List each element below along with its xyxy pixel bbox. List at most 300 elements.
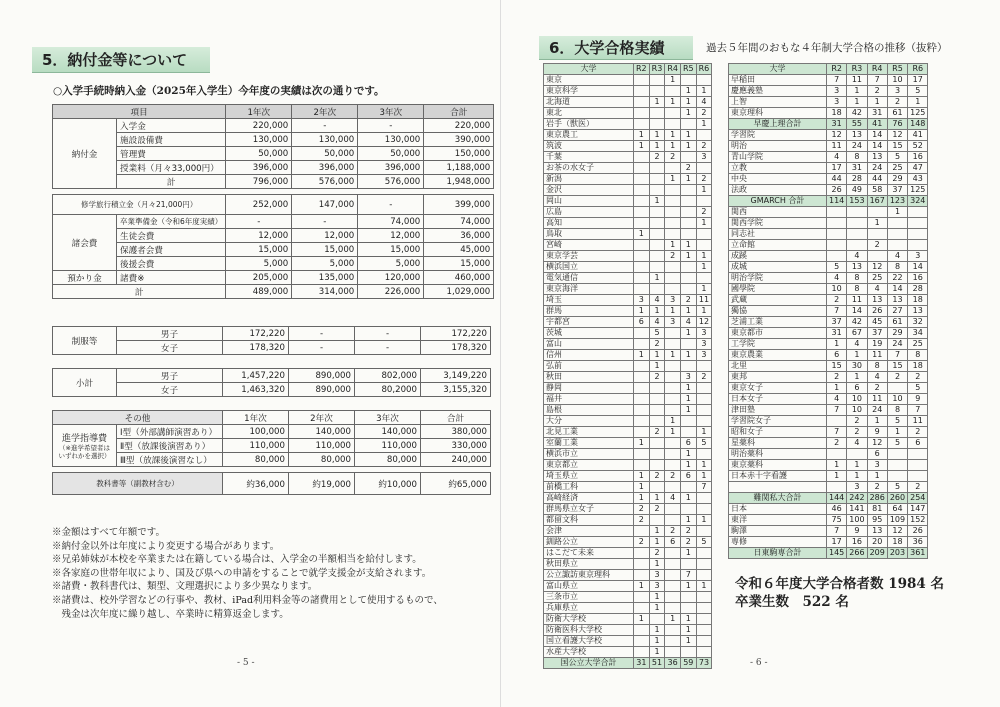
count-cell (680, 559, 696, 570)
table-row (729, 185, 928, 196)
university-name: 日本女子 (729, 394, 827, 405)
count-cell: 1 (634, 306, 650, 317)
table-header-row (53, 411, 491, 425)
table-row (53, 369, 491, 383)
table-row (53, 147, 494, 161)
count-cell: 42 (847, 108, 867, 119)
value-cell: 396,000 (226, 161, 292, 175)
note-line: ※納付金以外は年度により変更する場合があります。 (52, 540, 280, 552)
count-cell: 1 (696, 427, 712, 438)
count-cell (665, 592, 681, 603)
count-cell (887, 460, 907, 471)
count-cell (634, 284, 650, 295)
value-cell: 178,320 (421, 341, 491, 355)
count-cell: 7 (887, 350, 907, 361)
count-cell: 1 (696, 581, 712, 592)
count-cell: 1 (634, 130, 650, 141)
count-cell: 1 (680, 97, 696, 108)
value-cell: 226,000 (358, 285, 424, 299)
value-cell: - (355, 341, 421, 355)
header-cell: R2 (634, 64, 650, 75)
university-name: お茶の水女子 (544, 163, 634, 174)
count-cell (649, 185, 665, 196)
count-cell (665, 196, 681, 207)
table-row (544, 570, 712, 581)
count-cell: 1 (649, 306, 665, 317)
count-cell: 1 (847, 97, 867, 108)
count-cell (649, 449, 665, 460)
count-cell: 2 (649, 548, 665, 559)
count-cell: 8 (908, 350, 928, 361)
count-cell: 17 (827, 537, 847, 548)
count-cell (634, 449, 650, 460)
count-cell: 20 (867, 537, 887, 548)
count-cell: 1 (680, 405, 696, 416)
count-cell: 4 (887, 251, 907, 262)
item-label: 後援会費 (117, 257, 226, 271)
count-cell: 4 (827, 394, 847, 405)
count-cell: 2 (649, 339, 665, 350)
count-cell: 10 (827, 284, 847, 295)
count-cell (696, 130, 712, 141)
count-cell: 153 (847, 196, 867, 207)
table-row (544, 515, 712, 526)
count-cell: 13 (847, 130, 867, 141)
count-cell: 13 (847, 262, 867, 273)
count-cell: 25 (908, 339, 928, 350)
university-name: 都留文科 (544, 515, 634, 526)
table-row (729, 251, 928, 262)
count-cell (665, 438, 681, 449)
count-cell: 67 (847, 328, 867, 339)
count-cell (634, 427, 650, 438)
table-row (53, 473, 491, 495)
count-cell (908, 240, 928, 251)
university-name: 群馬 (544, 306, 634, 317)
count-cell: 4 (696, 97, 712, 108)
total-acceptances: 令和６年度大学合格者数 1984 名 (735, 576, 944, 592)
count-cell (649, 482, 665, 493)
value-cell: 110,000 (355, 439, 421, 453)
count-cell: 3 (827, 86, 847, 97)
university-name: 東京 (544, 75, 634, 86)
table-row (544, 207, 712, 218)
value-cell: 1,457,220 (223, 369, 289, 383)
value-cell: 1,188,000 (424, 161, 494, 175)
count-cell: 1 (634, 471, 650, 482)
table-row (544, 328, 712, 339)
count-cell: 25 (887, 163, 907, 174)
table-row (544, 647, 712, 658)
count-cell: 1 (649, 97, 665, 108)
count-cell: 2 (908, 482, 928, 493)
table-row (729, 97, 928, 108)
count-cell (649, 405, 665, 416)
value-cell: 74,000 (424, 215, 494, 229)
table-row (729, 306, 928, 317)
table-row (53, 327, 491, 341)
count-cell: 25 (867, 273, 887, 284)
table-row (544, 196, 712, 207)
count-cell (696, 504, 712, 515)
university-name: 横浜市立 (544, 449, 634, 460)
university-name: 防衛医科大学校 (544, 625, 634, 636)
value-cell: 890,000 (289, 383, 355, 397)
count-cell (696, 394, 712, 405)
table-row (53, 383, 491, 397)
count-cell: 14 (867, 141, 887, 152)
header-cell: 合計 (424, 105, 494, 119)
count-cell: 2 (665, 251, 681, 262)
table-row (544, 174, 712, 185)
count-cell (680, 361, 696, 372)
count-cell (649, 614, 665, 625)
count-cell (887, 449, 907, 460)
table-row (729, 141, 928, 152)
count-cell (696, 559, 712, 570)
count-cell: 10 (847, 405, 867, 416)
table-row (544, 493, 712, 504)
count-cell (634, 405, 650, 416)
item-label: Ⅱ型（放課後演習あり） (117, 439, 223, 453)
count-cell (634, 163, 650, 174)
count-cell: 1 (680, 306, 696, 317)
count-cell (634, 240, 650, 251)
count-cell (680, 273, 696, 284)
university-name: 上智 (729, 97, 827, 108)
count-cell: 2 (696, 141, 712, 152)
table-row (544, 427, 712, 438)
count-cell: 31 (847, 163, 867, 174)
count-cell: 13 (867, 295, 887, 306)
count-cell: 10 (847, 394, 867, 405)
count-cell (696, 383, 712, 394)
university-name: 東京女子 (729, 383, 827, 394)
value-cell: 399,000 (424, 195, 494, 215)
count-cell (827, 482, 847, 493)
count-cell (665, 339, 681, 350)
count-cell (649, 515, 665, 526)
count-cell: 1 (867, 471, 887, 482)
table-row (729, 317, 928, 328)
university-name: 東京都市 (729, 328, 827, 339)
count-cell: 1 (847, 471, 867, 482)
university-name: 東京薬科 (729, 460, 827, 471)
value-cell: 5,000 (358, 257, 424, 271)
count-cell: 2 (867, 240, 887, 251)
table-row (729, 372, 928, 383)
header-cell: 大学 (729, 64, 827, 75)
count-cell (827, 416, 847, 427)
count-cell: 1 (696, 284, 712, 295)
count-cell (680, 339, 696, 350)
count-cell (696, 625, 712, 636)
count-cell: 59 (680, 658, 696, 669)
university-name: 慶應義塾 (729, 86, 827, 97)
table-row (544, 537, 712, 548)
count-cell: 8 (887, 262, 907, 273)
count-cell: 52 (908, 141, 928, 152)
table-row (544, 614, 712, 625)
count-cell: 61 (887, 108, 907, 119)
university-name: 茨城 (544, 328, 634, 339)
count-cell (680, 284, 696, 295)
count-cell (696, 163, 712, 174)
table-row (53, 161, 494, 175)
count-cell (680, 119, 696, 130)
table-row (53, 195, 494, 215)
count-cell (696, 405, 712, 416)
university-name: 早慶上理合計 (729, 119, 827, 130)
count-cell (908, 207, 928, 218)
count-cell: 1 (665, 306, 681, 317)
university-name: 早稲田 (729, 75, 827, 86)
subtotal-row (53, 285, 494, 299)
count-cell (665, 647, 681, 658)
count-cell: 5 (908, 383, 928, 394)
count-cell: 2 (649, 504, 665, 515)
item-label: 女子 (117, 383, 223, 397)
value-cell: 50,000 (226, 147, 292, 161)
university-name: 国公立大学合計 (544, 658, 634, 669)
university-name: 立命館 (729, 240, 827, 251)
count-cell: 266 (847, 548, 867, 559)
header-cell: その他 (53, 411, 223, 425)
count-cell: 1 (847, 372, 867, 383)
university-name: 芝浦工業 (729, 317, 827, 328)
fees-notes (52, 526, 443, 621)
count-cell: 3 (847, 482, 867, 493)
university-name: 北海道 (544, 97, 634, 108)
count-cell: 1 (680, 141, 696, 152)
count-cell: 1 (649, 537, 665, 548)
university-name: 兵庫県立 (544, 603, 634, 614)
count-cell: 2 (908, 427, 928, 438)
count-cell: 14 (908, 262, 928, 273)
university-name: 東北 (544, 108, 634, 119)
count-cell (649, 174, 665, 185)
table-row (544, 119, 712, 130)
count-cell (665, 119, 681, 130)
admissions-subtitle: 過去５年間のおもな４年制大学合格の推移（抜粋） (706, 42, 948, 54)
count-cell: 1 (680, 130, 696, 141)
count-cell: 9 (867, 427, 887, 438)
count-cell: 2 (696, 372, 712, 383)
count-cell (680, 229, 696, 240)
university-name: はこだて未来 (544, 548, 634, 559)
count-cell (680, 152, 696, 163)
count-cell (696, 273, 712, 284)
value-cell: 15,000 (292, 243, 358, 257)
count-cell: 1 (867, 416, 887, 427)
university-name: 大分 (544, 416, 634, 427)
count-cell: 109 (887, 515, 907, 526)
count-cell: 36 (665, 658, 681, 669)
count-cell: 5 (649, 328, 665, 339)
total-row (544, 658, 712, 669)
count-cell: 1 (847, 350, 867, 361)
subtotal-label: 計 (117, 175, 226, 189)
count-cell (649, 86, 665, 97)
count-cell: 7 (827, 75, 847, 86)
header-cell: 合計 (421, 411, 491, 425)
university-name: 東京理科 (729, 108, 827, 119)
count-cell: 1 (827, 471, 847, 482)
university-name: 明治 (729, 141, 827, 152)
count-cell (696, 240, 712, 251)
count-cell (665, 581, 681, 592)
count-cell: 64 (887, 504, 907, 515)
count-cell: 4 (665, 493, 681, 504)
count-cell: 5 (696, 438, 712, 449)
count-cell: 1 (696, 515, 712, 526)
value-cell: 220,000 (424, 119, 494, 133)
university-name: 関西学院 (729, 218, 827, 229)
count-cell: 5 (887, 438, 907, 449)
count-cell (665, 273, 681, 284)
count-cell (680, 603, 696, 614)
count-cell: 24 (867, 405, 887, 416)
count-cell: 2 (887, 97, 907, 108)
count-cell: 12 (867, 262, 887, 273)
count-cell: 2 (634, 515, 650, 526)
header-cell: R5 (680, 64, 696, 75)
university-name: 岡山 (544, 196, 634, 207)
count-cell: 125 (908, 185, 928, 196)
count-cell: 24 (847, 141, 867, 152)
count-cell (696, 229, 712, 240)
count-cell (634, 339, 650, 350)
count-cell: 1 (649, 493, 665, 504)
table-row (544, 130, 712, 141)
count-cell: 141 (847, 504, 867, 515)
count-cell (680, 504, 696, 515)
table-row (544, 152, 712, 163)
count-cell: 147 (908, 504, 928, 515)
count-cell: 13 (887, 295, 907, 306)
count-cell: 1 (696, 119, 712, 130)
count-cell: 1 (696, 471, 712, 482)
count-cell (696, 196, 712, 207)
header-cell: R2 (827, 64, 847, 75)
value-cell: - (292, 215, 358, 229)
value-cell: 12,000 (226, 229, 292, 243)
university-name: 関西 (729, 207, 827, 218)
value-cell: 178,320 (223, 341, 289, 355)
table-row (729, 262, 928, 273)
university-name: 明治薬科 (729, 449, 827, 460)
value-cell: - (292, 119, 358, 133)
table-row (544, 306, 712, 317)
count-cell: 3 (827, 97, 847, 108)
count-cell (696, 75, 712, 86)
count-cell (649, 383, 665, 394)
count-cell: 5 (887, 482, 907, 493)
count-cell: 15 (887, 141, 907, 152)
count-cell (665, 229, 681, 240)
count-cell: 37 (867, 328, 887, 339)
item-label: 施設設備費 (117, 133, 226, 147)
count-cell (908, 471, 928, 482)
count-cell: 47 (908, 163, 928, 174)
value-cell: 205,000 (226, 271, 292, 285)
count-cell: 1 (680, 493, 696, 504)
count-cell (665, 372, 681, 383)
count-cell: 34 (908, 328, 928, 339)
table-row (53, 257, 494, 271)
table-row (544, 526, 712, 537)
count-cell (696, 592, 712, 603)
header-cell: 3年次 (358, 105, 424, 119)
university-name: 昭和女子 (729, 427, 827, 438)
table-row (544, 603, 712, 614)
table-row (729, 460, 928, 471)
value-cell: 220,000 (226, 119, 292, 133)
count-cell: 45 (867, 317, 887, 328)
group-label: 制服等 (53, 327, 117, 355)
count-cell: 31 (634, 658, 650, 669)
fees-table-subtotal (52, 368, 491, 397)
count-cell: 1 (665, 416, 681, 427)
university-name: 室蘭工業 (544, 438, 634, 449)
count-cell (634, 460, 650, 471)
count-cell: 1 (680, 251, 696, 262)
university-name: 秋田 (544, 372, 634, 383)
table-row (729, 449, 928, 460)
university-name: 東京海洋 (544, 284, 634, 295)
item-label: 男子 (117, 327, 223, 341)
count-cell: 58 (867, 185, 887, 196)
university-name: 成城 (729, 262, 827, 273)
count-cell: 1 (665, 614, 681, 625)
count-cell (634, 218, 650, 229)
table-row (544, 449, 712, 460)
count-cell: 254 (908, 493, 928, 504)
table-row (544, 86, 712, 97)
count-cell: 1 (696, 251, 712, 262)
count-cell: 2 (665, 471, 681, 482)
table-row (544, 581, 712, 592)
count-cell (908, 229, 928, 240)
count-cell: 2 (665, 526, 681, 537)
count-cell: 1 (665, 97, 681, 108)
value-cell: 3,149,220 (421, 369, 491, 383)
count-cell: 1 (847, 460, 867, 471)
table-row (544, 383, 712, 394)
table-header-row (53, 105, 494, 119)
university-name: 弘前 (544, 361, 634, 372)
table-row (544, 350, 712, 361)
value-cell: 80,000 (223, 453, 289, 467)
count-cell: 19 (867, 339, 887, 350)
item-label: 女子 (117, 341, 223, 355)
count-cell (680, 218, 696, 229)
value-cell: 50,000 (292, 147, 358, 161)
table-row (729, 339, 928, 350)
table-row (544, 284, 712, 295)
total-row (729, 493, 928, 504)
university-name: 東京農業 (729, 350, 827, 361)
count-cell (634, 372, 650, 383)
count-cell: 9 (847, 526, 867, 537)
count-cell: 4 (649, 317, 665, 328)
group-label: 小計 (53, 369, 117, 397)
table-row (544, 97, 712, 108)
count-cell: 1 (665, 75, 681, 86)
count-cell: 7 (680, 570, 696, 581)
count-cell: 1 (680, 394, 696, 405)
university-name: 横浜国立 (544, 262, 634, 273)
